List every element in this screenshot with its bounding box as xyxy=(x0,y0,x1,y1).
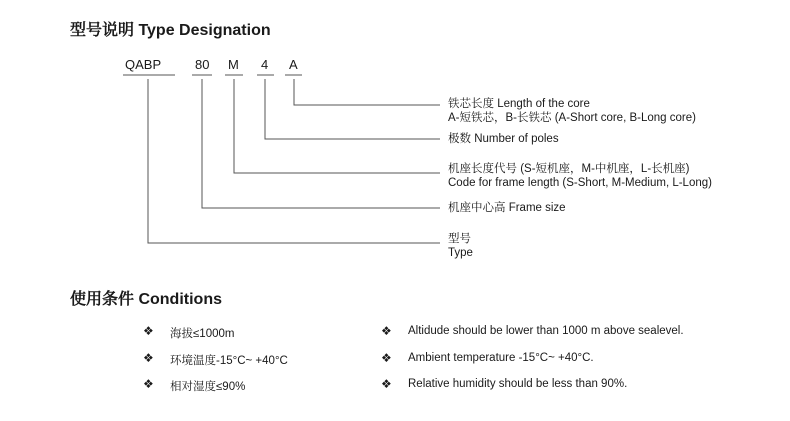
desc-frame-length-line-1: 机座长度代号 (S-短机座，M-中机座，L-长机座) xyxy=(448,163,690,175)
condition-altitude-cn: 海拔≤1000m xyxy=(170,328,235,340)
desc-core-line-2: A-短铁芯，B-长铁芯 (A-Short core, B-Long core) xyxy=(448,112,696,124)
code-core: A xyxy=(289,57,298,72)
bullet-icon: ❖ xyxy=(381,351,392,365)
code-series: QABP xyxy=(125,57,162,72)
designation-title: 型号说明 Type Designation xyxy=(70,22,271,39)
bullet-icon: ❖ xyxy=(143,377,154,391)
condition-humidity-cn: 相对湿度≤90% xyxy=(170,381,246,393)
desc-frame-size xyxy=(448,201,566,215)
leader-poles xyxy=(265,79,440,139)
desc-frame-length-line-2: Code for frame length (S-Short, M-Medium, L-Long) xyxy=(448,177,712,189)
code-poles: 4 xyxy=(261,57,269,72)
condition-altitude-en: Altidude should be lower than 1000 m above sealevel. xyxy=(408,325,684,337)
bullet-icon: ❖ xyxy=(143,324,154,338)
desc-type-line-2: Type xyxy=(448,247,473,259)
desc-type-line-1: 型号 xyxy=(448,233,471,245)
condition-temperature-en: Ambient temperature -15°C~ +40°C. xyxy=(408,352,594,364)
code-frame-size: 80 xyxy=(195,57,210,72)
bullet-icon: ❖ xyxy=(381,324,392,338)
condition-humidity-en: Relative humidity should be less than 90%. xyxy=(408,378,628,390)
leader-core xyxy=(294,79,440,105)
condition-temperature-cn: 环境温度-15°C~ +40°C xyxy=(170,355,288,367)
leader-frame-size xyxy=(202,79,440,208)
desc-type xyxy=(448,232,473,260)
desc-poles-line-1: 极数 Number of poles xyxy=(448,133,559,145)
desc-core-line-1: 铁芯长度 Length of the core xyxy=(448,98,590,110)
desc-frame-size-line-1: 机座中心高 Frame size xyxy=(448,202,566,214)
desc-frame-length xyxy=(448,162,712,190)
bullet-icon: ❖ xyxy=(143,351,154,365)
desc-poles xyxy=(448,132,559,146)
bullet-icon: ❖ xyxy=(381,377,392,391)
conditions-title: 使用条件 Conditions xyxy=(70,291,222,308)
desc-core xyxy=(448,97,696,125)
code-frame-length: M xyxy=(228,57,239,72)
